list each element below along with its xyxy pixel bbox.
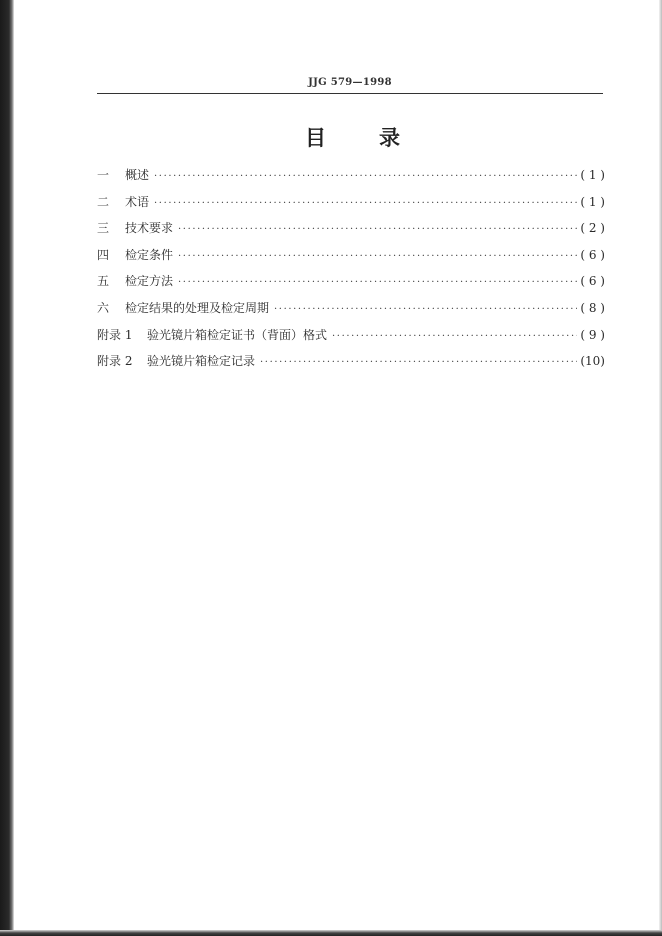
toc-dot-leader — [260, 353, 577, 373]
toc-dot-leader — [274, 300, 577, 320]
toc-entry-number: 三 — [97, 221, 110, 236]
toc-entry-label[interactable]: 验光镜片箱检定记录 — [147, 354, 256, 369]
toc-entry-label[interactable]: 检定结果的处理及检定周期 — [125, 300, 270, 315]
toc-entry-6[interactable] — [97, 298, 605, 325]
toc-entry-number: 六 — [97, 300, 110, 315]
toc-entry-2[interactable] — [97, 192, 605, 219]
toc-dot-leader — [178, 247, 577, 267]
toc-entry-page[interactable]: ( 6 ) — [580, 247, 605, 262]
toc-entry-page[interactable]: ( 8 ) — [580, 300, 605, 315]
toc-dot-leader — [154, 167, 577, 187]
toc-entry-appendix-2[interactable] — [97, 351, 605, 378]
table-of-contents — [97, 165, 605, 378]
toc-entry-3[interactable] — [97, 218, 605, 245]
toc-entry-appendix-1[interactable] — [97, 325, 605, 352]
toc-entry-label[interactable]: 技术要求 — [125, 221, 174, 236]
toc-entry-1[interactable] — [97, 165, 605, 192]
scan-edge-bottom — [0, 930, 662, 936]
toc-entry-page[interactable]: ( 1 ) — [580, 194, 605, 209]
toc-entry-label[interactable]: 检定条件 — [125, 247, 174, 262]
toc-title — [305, 122, 400, 152]
toc-dot-leader — [332, 327, 577, 347]
scan-edge-left — [0, 0, 14, 936]
toc-entry-label[interactable]: 概述 — [125, 168, 150, 182]
toc-entry-number: 二 — [97, 194, 110, 209]
document-code-header: JJG 579—1998 — [308, 77, 392, 88]
toc-entry-page[interactable]: ( 2 ) — [580, 221, 605, 236]
toc-entry-number: 一 — [97, 168, 110, 182]
toc-entry-number: 四 — [97, 247, 110, 262]
toc-entry-page[interactable]: ( 6 ) — [580, 274, 605, 289]
header-rule — [97, 93, 603, 94]
toc-entry-4[interactable] — [97, 245, 605, 272]
toc-title-char-2: 录 — [379, 125, 400, 150]
toc-entry-label[interactable]: 检定方法 — [125, 274, 174, 289]
toc-dot-leader — [178, 220, 577, 240]
toc-entry-page[interactable]: (10) — [580, 354, 605, 369]
toc-entry-label[interactable]: 验光镜片箱检定证书（背面）格式 — [147, 327, 328, 342]
toc-entry-number: 五 — [97, 274, 110, 289]
toc-entry-page[interactable]: ( 1 ) — [580, 168, 605, 182]
toc-entry-5[interactable] — [97, 271, 605, 298]
toc-title-char-1: 目 — [305, 125, 326, 150]
toc-entry-number: 附录 1 — [97, 327, 133, 342]
toc-entry-number: 附录 2 — [97, 354, 133, 369]
toc-dot-leader — [154, 194, 577, 214]
toc-entry-label[interactable]: 术语 — [125, 194, 150, 209]
toc-dot-leader — [178, 273, 577, 293]
toc-entry-page[interactable]: ( 9 ) — [580, 327, 605, 342]
